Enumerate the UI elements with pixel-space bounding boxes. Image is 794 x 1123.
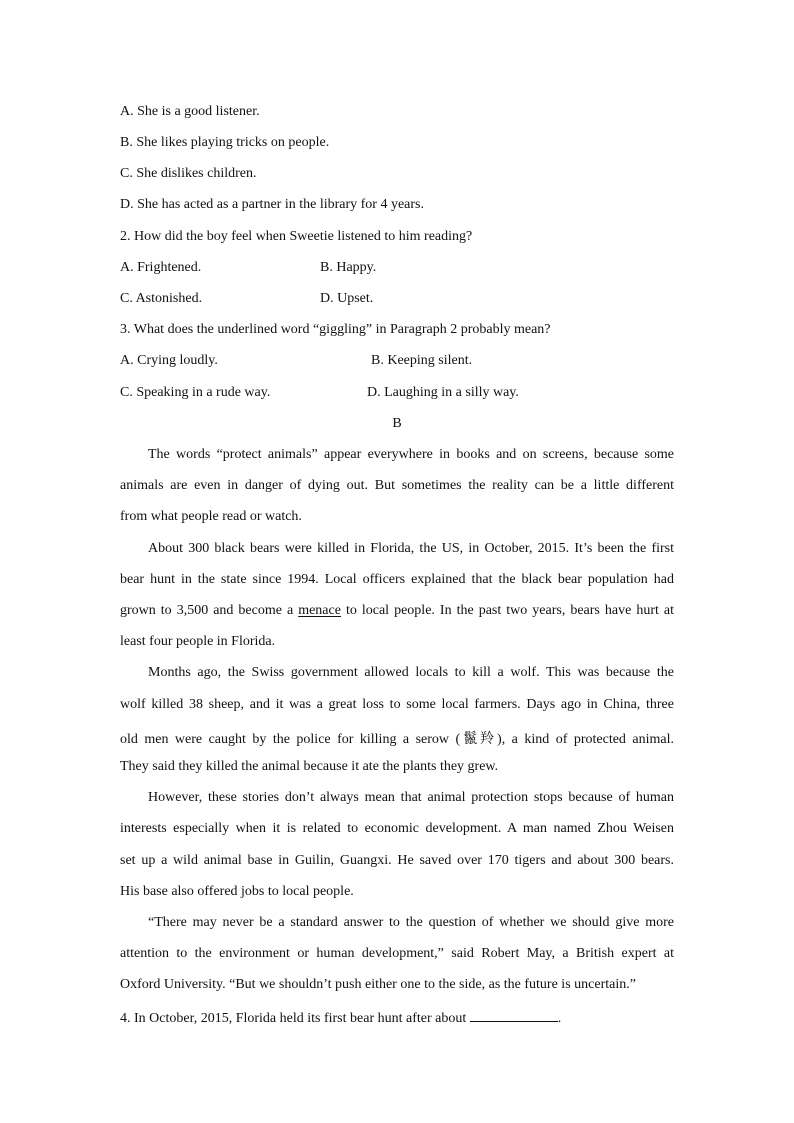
p4-line-2: interests especially when it is related to economic development. A man named Zhou Weisen (120, 821, 674, 836)
p3-line-1: Months ago, the Swiss government allowed locals to kill a wolf. This was because the (148, 665, 674, 680)
q1-option-d: D. She has acted as a partner in the library for 4 years. (120, 197, 424, 212)
p4-line-3: set up a wild animal base in Guilin, Guangxi. He saved over 170 tigers and about 300 bears. (120, 853, 674, 868)
p4-line-4: His base also offered jobs to local people. (120, 884, 354, 899)
q4-question: 4. In October, 2015, Florida held its first bear hunt after about . (120, 1011, 562, 1026)
p3-line-4: They said they killed the animal because it ate the plants they grew. (120, 759, 499, 774)
p3-line-3: old men were caught by the police for killing a serow (鬣羚), a kind of protected animal. (120, 732, 674, 747)
section-label: B (392, 416, 402, 431)
p3-line-2: wolf killed 38 sheep, and it was a great loss to some local farmers. Days ago in China, three (120, 697, 674, 712)
q2-option-b: B. Happy. (320, 260, 377, 275)
p2-line-2: bear hunt in the state since 1994. Local officers explained that the black bear population had (120, 572, 674, 587)
p5-line-3: Oxford University. “But we shouldn’t push either one to the side, as the future is uncertain.” (120, 977, 636, 992)
p5-line-1: “There may never be a standard answer to the question of whether we should give more (148, 915, 674, 930)
p2-line-4: least four people in Florida. (120, 634, 276, 649)
q1-option-c: C. She dislikes children. (120, 166, 257, 181)
q3-option-d: D. Laughing in a silly way. (367, 385, 519, 400)
underlined-word-menace: menace (298, 603, 341, 618)
q3-option-c: C. Speaking in a rude way. (120, 385, 271, 400)
q2-question: 2. How did the boy feel when Sweetie listened to him reading? (120, 229, 473, 244)
p2-line-3: grown to 3,500 and become a menace to local people. In the past two years, bears have hurt at (120, 603, 675, 618)
p2-line-1: About 300 black bears were killed in Florida, the US, in October, 2015. It’s been the first (148, 541, 674, 556)
q3-option-a: A. Crying loudly. (120, 353, 218, 368)
p1-line-2: animals are even in danger of dying out. But sometimes the reality can be a little different (120, 478, 674, 493)
p1-line-3: from what people read or watch. (120, 509, 302, 524)
p5-line-2: attention to the environment or human development,” said Robert May, a British expert at (120, 946, 674, 961)
q3-option-b: B. Keeping silent. (371, 353, 473, 368)
q2-option-a: A. Frightened. (120, 260, 202, 275)
q3-question: 3. What does the underlined word “giggling” in Paragraph 2 probably mean? (120, 322, 551, 337)
q2-option-d: D. Upset. (320, 291, 374, 306)
q1-option-b: B. She likes playing tricks on people. (120, 135, 330, 150)
q1-option-a: A. She is a good listener. (120, 104, 260, 119)
answer-blank[interactable] (470, 1009, 558, 1022)
p4-line-1: However, these stories don’t always mean that animal protection stops because of human (148, 790, 674, 805)
q2-option-c: C. Astonished. (120, 291, 203, 306)
p1-line-1: The words “protect animals” appear everywhere in books and on screens, because some (148, 447, 674, 462)
